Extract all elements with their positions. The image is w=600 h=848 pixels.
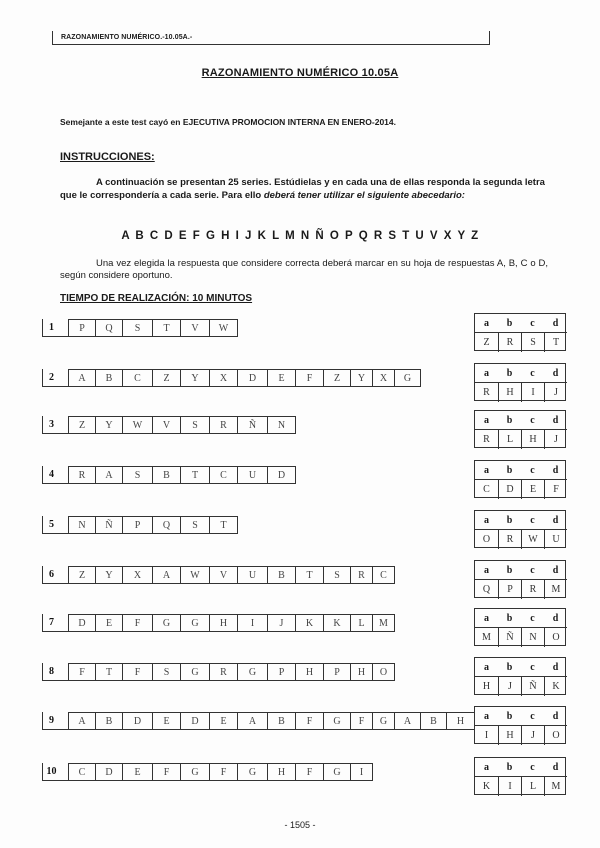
option-value[interactable]: W — [521, 530, 544, 549]
series-letter: Y — [181, 369, 210, 387]
option-letter: a — [475, 707, 498, 726]
series-letter: F — [296, 712, 324, 730]
option-letter: b — [498, 658, 521, 677]
option-letter: b — [498, 364, 521, 383]
series-letter: W — [181, 566, 210, 584]
option-letter: a — [475, 461, 498, 480]
series-letter: G — [181, 614, 210, 632]
option-value[interactable]: M — [482, 632, 491, 643]
series-letter: S — [181, 416, 210, 434]
series-letter: S — [123, 466, 153, 484]
series-letter: D — [68, 614, 96, 632]
series-row — [42, 516, 238, 534]
series-number: 5 — [42, 516, 60, 534]
series-row — [42, 614, 395, 632]
series-letter: H — [268, 763, 296, 781]
series-letter: X — [373, 369, 395, 387]
option-value[interactable]: J — [521, 726, 544, 745]
option-letter: c — [521, 561, 544, 580]
option-letter: c — [521, 364, 544, 383]
option-value[interactable]: I — [484, 730, 489, 741]
series-letter: G — [181, 763, 210, 781]
series-number: 2 — [42, 369, 60, 387]
option-letter: c — [521, 609, 544, 628]
series-letter: S — [153, 663, 181, 681]
series-letter: E — [268, 369, 296, 387]
series-letter: P — [268, 663, 296, 681]
answer-options — [474, 410, 566, 448]
option-letter: b — [498, 461, 521, 480]
series-letter: C — [123, 369, 153, 387]
series-letter: G — [395, 369, 421, 387]
option-value[interactable]: H — [482, 681, 491, 692]
series-letter: K — [324, 614, 351, 632]
series-letter: T — [181, 466, 210, 484]
option-letter: b — [498, 758, 521, 777]
answer-instructions: Una vez elegida la respuesta que considere correcta deberá marcar en su hoja de respuestas A, B, C o D, según considere oportuno. — [60, 258, 548, 281]
series-row — [42, 763, 373, 781]
series-letter: F — [123, 663, 153, 681]
series-letter: Ñ — [238, 416, 268, 434]
series-row — [42, 466, 296, 484]
series-letter: K — [296, 614, 324, 632]
series-letter: F — [153, 763, 181, 781]
option-value[interactable]: L — [498, 430, 521, 449]
answer-options — [474, 657, 566, 695]
series-letter: F — [68, 663, 96, 681]
option-letter: c — [521, 314, 544, 333]
series-letter: U — [238, 566, 268, 584]
series-number: 8 — [42, 663, 60, 681]
series-letter: B — [96, 369, 123, 387]
series-letter: C — [68, 763, 96, 781]
series-letter: E — [96, 614, 123, 632]
option-letter: c — [521, 461, 544, 480]
option-letter: d — [544, 658, 567, 677]
series-letter: J — [268, 614, 296, 632]
option-letter: c — [521, 658, 544, 677]
series-letter: B — [268, 566, 296, 584]
series-letter: I — [238, 614, 268, 632]
option-value[interactable]: D — [498, 480, 521, 499]
series-letter: D — [268, 466, 296, 484]
page-title: RAZONAMIENTO NUMÉRICO 10.05A — [201, 67, 399, 79]
option-value[interactable]: O — [544, 628, 567, 647]
option-letter: c — [521, 707, 544, 726]
option-value[interactable]: Ñ — [521, 677, 544, 696]
option-value[interactable]: Ñ — [498, 628, 521, 647]
series-letter: G — [373, 712, 395, 730]
series-row — [42, 416, 296, 434]
option-letter: d — [544, 364, 567, 383]
option-letter: a — [475, 411, 498, 430]
series-letter: A — [153, 566, 181, 584]
series-letter: D — [96, 763, 123, 781]
series-row — [42, 663, 395, 681]
option-letter: a — [475, 658, 498, 677]
series-letter: D — [123, 712, 153, 730]
instructions-text — [60, 176, 548, 202]
series-letter: G — [238, 763, 268, 781]
series-letter: R — [68, 466, 96, 484]
alphabet-line: A B C D E F G H I J K L M N Ñ O P Q R S T U V X Y Z — [121, 230, 479, 242]
series-letter: S — [181, 516, 210, 534]
answer-options — [474, 510, 566, 548]
instructions-text-emphasis: deberá tener utilizar el siguiente abecedario: — [263, 190, 465, 201]
series-number: 6 — [42, 566, 60, 584]
series-letter: S — [123, 319, 153, 337]
series-letter: E — [153, 712, 181, 730]
series-letter: F — [296, 369, 324, 387]
series-number: 3 — [42, 416, 60, 434]
series-letter: G — [238, 663, 268, 681]
option-value[interactable]: R — [498, 530, 521, 549]
series-letter: H — [447, 712, 475, 730]
answer-options — [474, 363, 566, 401]
option-value[interactable]: R — [483, 387, 490, 398]
series-letter: Z — [68, 566, 96, 584]
option-value[interactable]: J — [544, 383, 567, 402]
option-letter: a — [475, 364, 498, 383]
series-letter: Y — [96, 416, 123, 434]
option-letter: a — [475, 511, 498, 530]
option-letter: d — [544, 707, 567, 726]
series-number: 1 — [42, 319, 60, 337]
option-letter: c — [521, 411, 544, 430]
option-letter: a — [475, 758, 498, 777]
series-letter: Q — [96, 319, 123, 337]
answer-options — [474, 706, 566, 744]
page-header: RAZONAMIENTO NUMÉRICO.-10.05A.- — [52, 31, 490, 45]
option-letter: b — [498, 707, 521, 726]
series-letter: Z — [153, 369, 181, 387]
series-letter: X — [210, 369, 238, 387]
option-value[interactable]: P — [498, 580, 521, 599]
series-letter: T — [210, 516, 238, 534]
option-value[interactable]: Z — [483, 337, 490, 348]
option-letter: a — [475, 561, 498, 580]
option-value[interactable]: H — [521, 430, 544, 449]
series-letter: Ñ — [96, 516, 123, 534]
option-letter: d — [544, 561, 567, 580]
series-letter: D — [181, 712, 210, 730]
option-value[interactable]: T — [544, 333, 567, 352]
series-letter: Z — [68, 416, 96, 434]
option-value[interactable]: C — [483, 484, 490, 495]
option-value[interactable]: F — [544, 480, 567, 499]
series-letter: A — [395, 712, 421, 730]
series-letter: S — [324, 566, 351, 584]
option-value[interactable]: O — [482, 534, 491, 545]
series-letter: H — [210, 614, 238, 632]
series-letter: G — [153, 614, 181, 632]
series-letter: P — [68, 319, 96, 337]
series-row — [42, 319, 238, 337]
series-letter: T — [96, 663, 123, 681]
answer-options — [474, 608, 566, 646]
option-value[interactable]: E — [521, 480, 544, 499]
series-letter: Y — [351, 369, 373, 387]
series-number: 9 — [42, 712, 60, 730]
answer-options — [474, 313, 566, 351]
option-letter: d — [544, 314, 567, 333]
option-letter: b — [498, 609, 521, 628]
option-letter: d — [544, 461, 567, 480]
option-value[interactable]: R — [521, 580, 544, 599]
option-letter: d — [544, 411, 567, 430]
page-number: - 1505 - — [284, 820, 316, 830]
option-letter: d — [544, 609, 567, 628]
series-letter: B — [153, 466, 181, 484]
series-letter: A — [238, 712, 268, 730]
series-letter: Z — [324, 369, 351, 387]
option-letter: b — [498, 561, 521, 580]
series-letter: R — [210, 416, 238, 434]
series-row — [42, 369, 421, 387]
option-letter: a — [475, 609, 498, 628]
option-value[interactable]: N — [521, 628, 544, 647]
series-letter: F — [296, 763, 324, 781]
option-value[interactable]: M — [544, 580, 567, 599]
option-value[interactable]: I — [498, 777, 521, 796]
series-letter: W — [123, 416, 153, 434]
option-value[interactable]: J — [498, 677, 521, 696]
series-letter: V — [153, 416, 181, 434]
option-value[interactable]: U — [544, 530, 567, 549]
option-letter: d — [544, 758, 567, 777]
instructions-heading: INSTRUCCIONES: — [60, 151, 155, 163]
option-value[interactable]: Q — [482, 584, 491, 595]
series-letter: Q — [153, 516, 181, 534]
series-letter: G — [324, 763, 351, 781]
option-value[interactable]: H — [498, 726, 521, 745]
series-letter: F — [210, 763, 238, 781]
series-letter: E — [210, 712, 238, 730]
series-letter: B — [421, 712, 447, 730]
option-value[interactable]: R — [483, 434, 490, 445]
answer-options — [474, 460, 566, 498]
series-letter: L — [351, 614, 373, 632]
series-letter: C — [373, 566, 395, 584]
series-letter: G — [324, 712, 351, 730]
series-letter: P — [324, 663, 351, 681]
time-heading: TIEMPO DE REALIZACIÓN: 10 MINUTOS — [60, 293, 253, 304]
series-letter: A — [68, 712, 96, 730]
series-number: 7 — [42, 614, 60, 632]
option-value[interactable]: I — [521, 383, 544, 402]
series-letter: G — [181, 663, 210, 681]
option-value[interactable]: O — [544, 726, 567, 745]
option-value[interactable]: R — [498, 333, 521, 352]
intro-text: Semejante a este test cayó en EJECUTIVA PROMOCION INTERNA EN ENERO-2014. — [60, 117, 397, 127]
option-letter: a — [475, 314, 498, 333]
series-letter: D — [238, 369, 268, 387]
series-letter: X — [123, 566, 153, 584]
option-value[interactable]: K — [482, 781, 491, 792]
option-letter: c — [521, 511, 544, 530]
instructions-text-plain: A continuación se presentan 25 series. Estúdielas y en cada una de ellas responda la segunda letra que le correspondería a cada serie. Para ello — [60, 177, 545, 201]
option-letter: b — [498, 511, 521, 530]
series-letter: Y — [96, 566, 123, 584]
option-value[interactable]: K — [544, 677, 567, 696]
answer-options — [474, 560, 566, 598]
answer-options — [474, 757, 566, 795]
series-number: 10 — [42, 763, 60, 781]
option-value[interactable]: L — [521, 777, 544, 796]
series-letter: O — [373, 663, 395, 681]
option-letter: d — [544, 511, 567, 530]
option-letter: b — [498, 314, 521, 333]
series-letter: T — [296, 566, 324, 584]
series-letter: V — [210, 566, 238, 584]
series-row — [42, 712, 475, 730]
option-value[interactable]: S — [521, 333, 544, 352]
series-row — [42, 566, 395, 584]
series-number: 4 — [42, 466, 60, 484]
series-letter: A — [96, 466, 123, 484]
series-letter: N — [68, 516, 96, 534]
series-letter: I — [351, 763, 373, 781]
series-letter: N — [268, 416, 296, 434]
series-letter: M — [373, 614, 395, 632]
series-letter: R — [351, 566, 373, 584]
series-letter: C — [210, 466, 238, 484]
option-value[interactable]: M — [544, 777, 567, 796]
series-letter: V — [181, 319, 210, 337]
series-letter: U — [238, 466, 268, 484]
series-letter: E — [123, 763, 153, 781]
series-letter: P — [123, 516, 153, 534]
series-letter: B — [96, 712, 123, 730]
series-letter: F — [351, 712, 373, 730]
series-letter: W — [210, 319, 238, 337]
series-letter: H — [351, 663, 373, 681]
option-letter: c — [521, 758, 544, 777]
option-value[interactable]: H — [498, 383, 521, 402]
series-letter: F — [123, 614, 153, 632]
series-letter: H — [296, 663, 324, 681]
series-letter: B — [268, 712, 296, 730]
option-value[interactable]: J — [544, 430, 567, 449]
series-letter: A — [68, 369, 96, 387]
series-letter: R — [210, 663, 238, 681]
option-letter: b — [498, 411, 521, 430]
series-letter: T — [153, 319, 181, 337]
